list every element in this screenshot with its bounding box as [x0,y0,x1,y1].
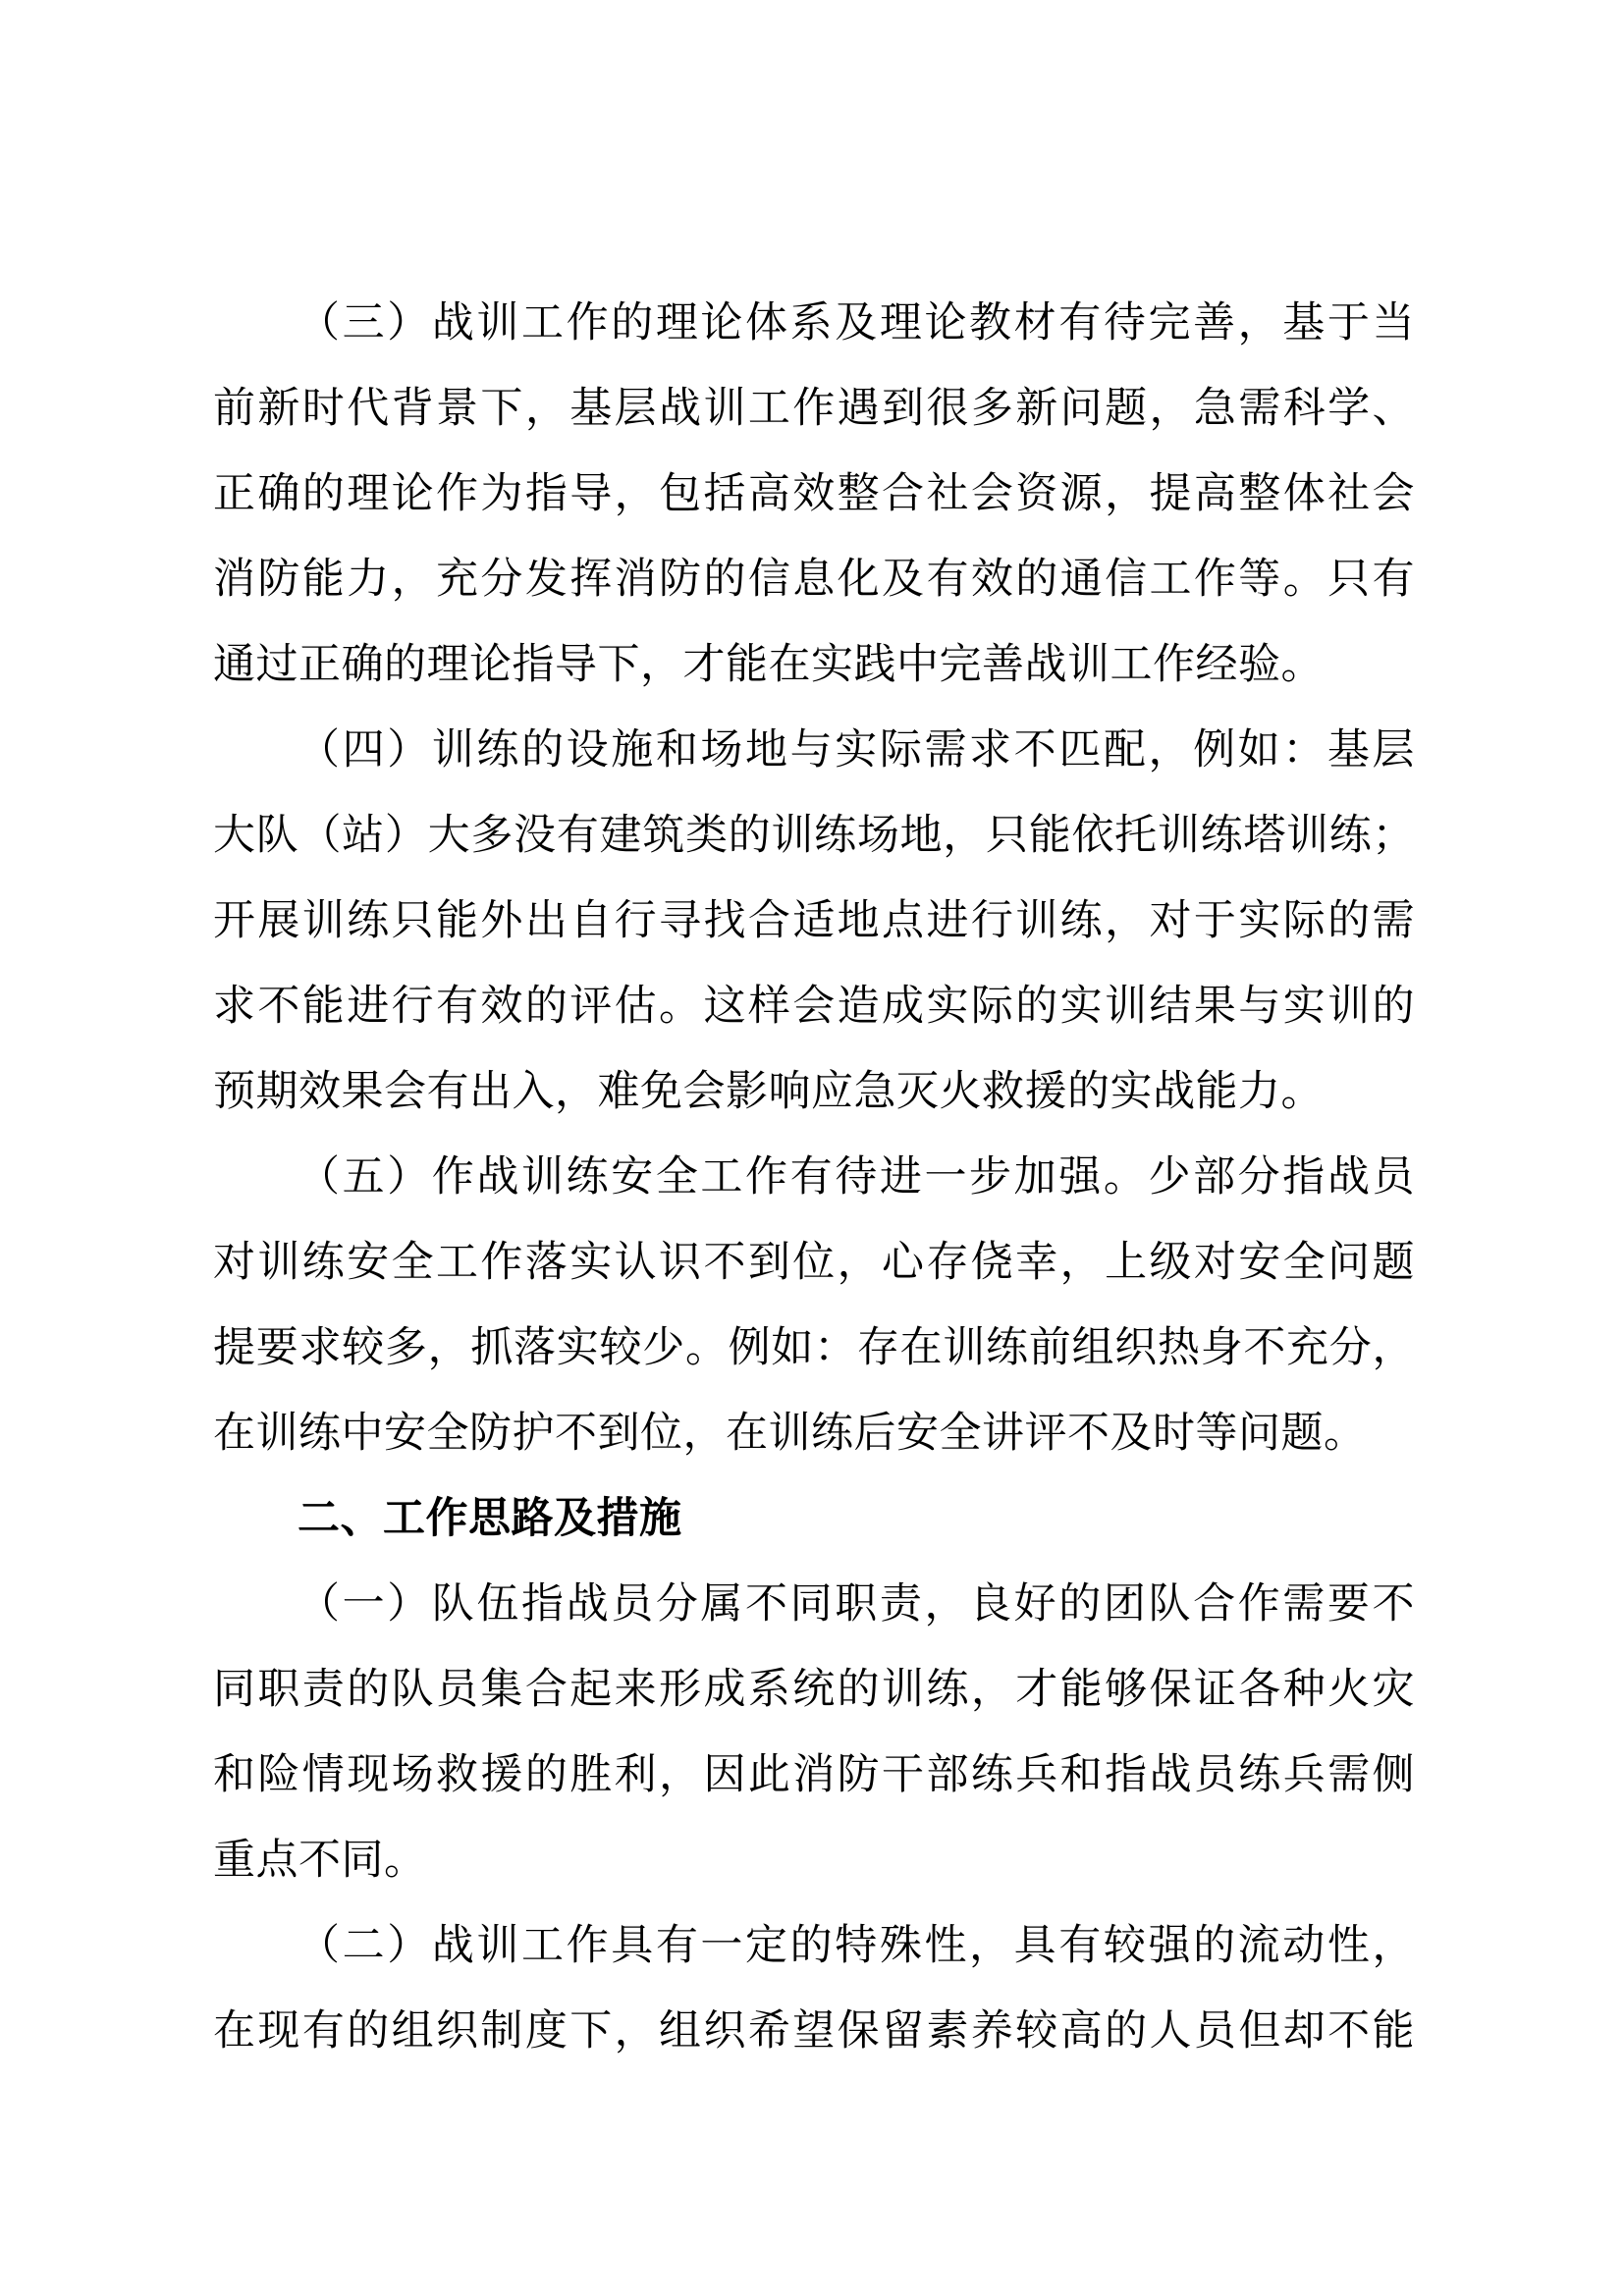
text-line: 求不能进行有效的评估。这样会造成实际的实训结果与实训的 [213,984,1415,1030]
text-line: 重点不同。 [213,1838,427,1884]
text-line: 在现有的组织制度下，组织希望保留素养较高的人员但却不能 [213,2008,1415,2055]
text-line: （一）队伍指战员分属不同职责，良好的团队合作需要不 [298,1581,1415,1628]
document-body [213,281,1415,2074]
text-line: 开展训练只能外出自行寻找合适地点进行训练，对于实际的需 [213,898,1415,944]
text-line: （五）作战训练安全工作有待进一步加强。少部分指战员 [298,1154,1415,1201]
text-line: 预期效果会有出入，难免会影响应急灭火救援的实战能力。 [213,1069,1324,1115]
text-line: 对训练安全工作落实认识不到位，心存侥幸，上级对安全问题 [213,1240,1415,1286]
text-line: 在训练中安全防护不到位，在训练后安全讲评不及时等问题。 [213,1411,1367,1457]
text-line: 大队（站）大多没有建筑类的训练场地，只能依托训练塔训练； [213,813,1415,859]
text-line: 通过正确的理论指导下，才能在实践中完善战训工作经验。 [213,642,1324,688]
text-line: （三）战训工作的理论体系及理论教材有待完善，基于当 [298,300,1415,347]
text-line: 提要求较多，抓落实较少。例如：存在训练前组织热身不充分， [213,1325,1415,1371]
text-line: 正确的理论作为指导，包括高效整合社会资源，提高整体社会 [213,471,1415,517]
section-heading-line: 二、工作思路及措施 [298,1495,682,1542]
text-line: 同职责的队员集合起来形成系统的训练，才能够保证各种火灾 [213,1667,1415,1713]
text-line: 消防能力，充分发挥消防的信息化及有效的通信工作等。只有 [213,557,1415,603]
text-line: 前新时代背景下，基层战训工作遇到很多新问题，急需科学、 [213,386,1415,432]
text-line: 和险情现场救援的胜利，因此消防干部练兵和指战员练兵需侧 [213,1752,1415,1798]
text-line: （二）战训工作具有一定的特殊性，具有较强的流动性， [298,1923,1415,1969]
text-line: （四）训练的设施和场地与实际需求不匹配，例如：基层 [298,727,1415,774]
